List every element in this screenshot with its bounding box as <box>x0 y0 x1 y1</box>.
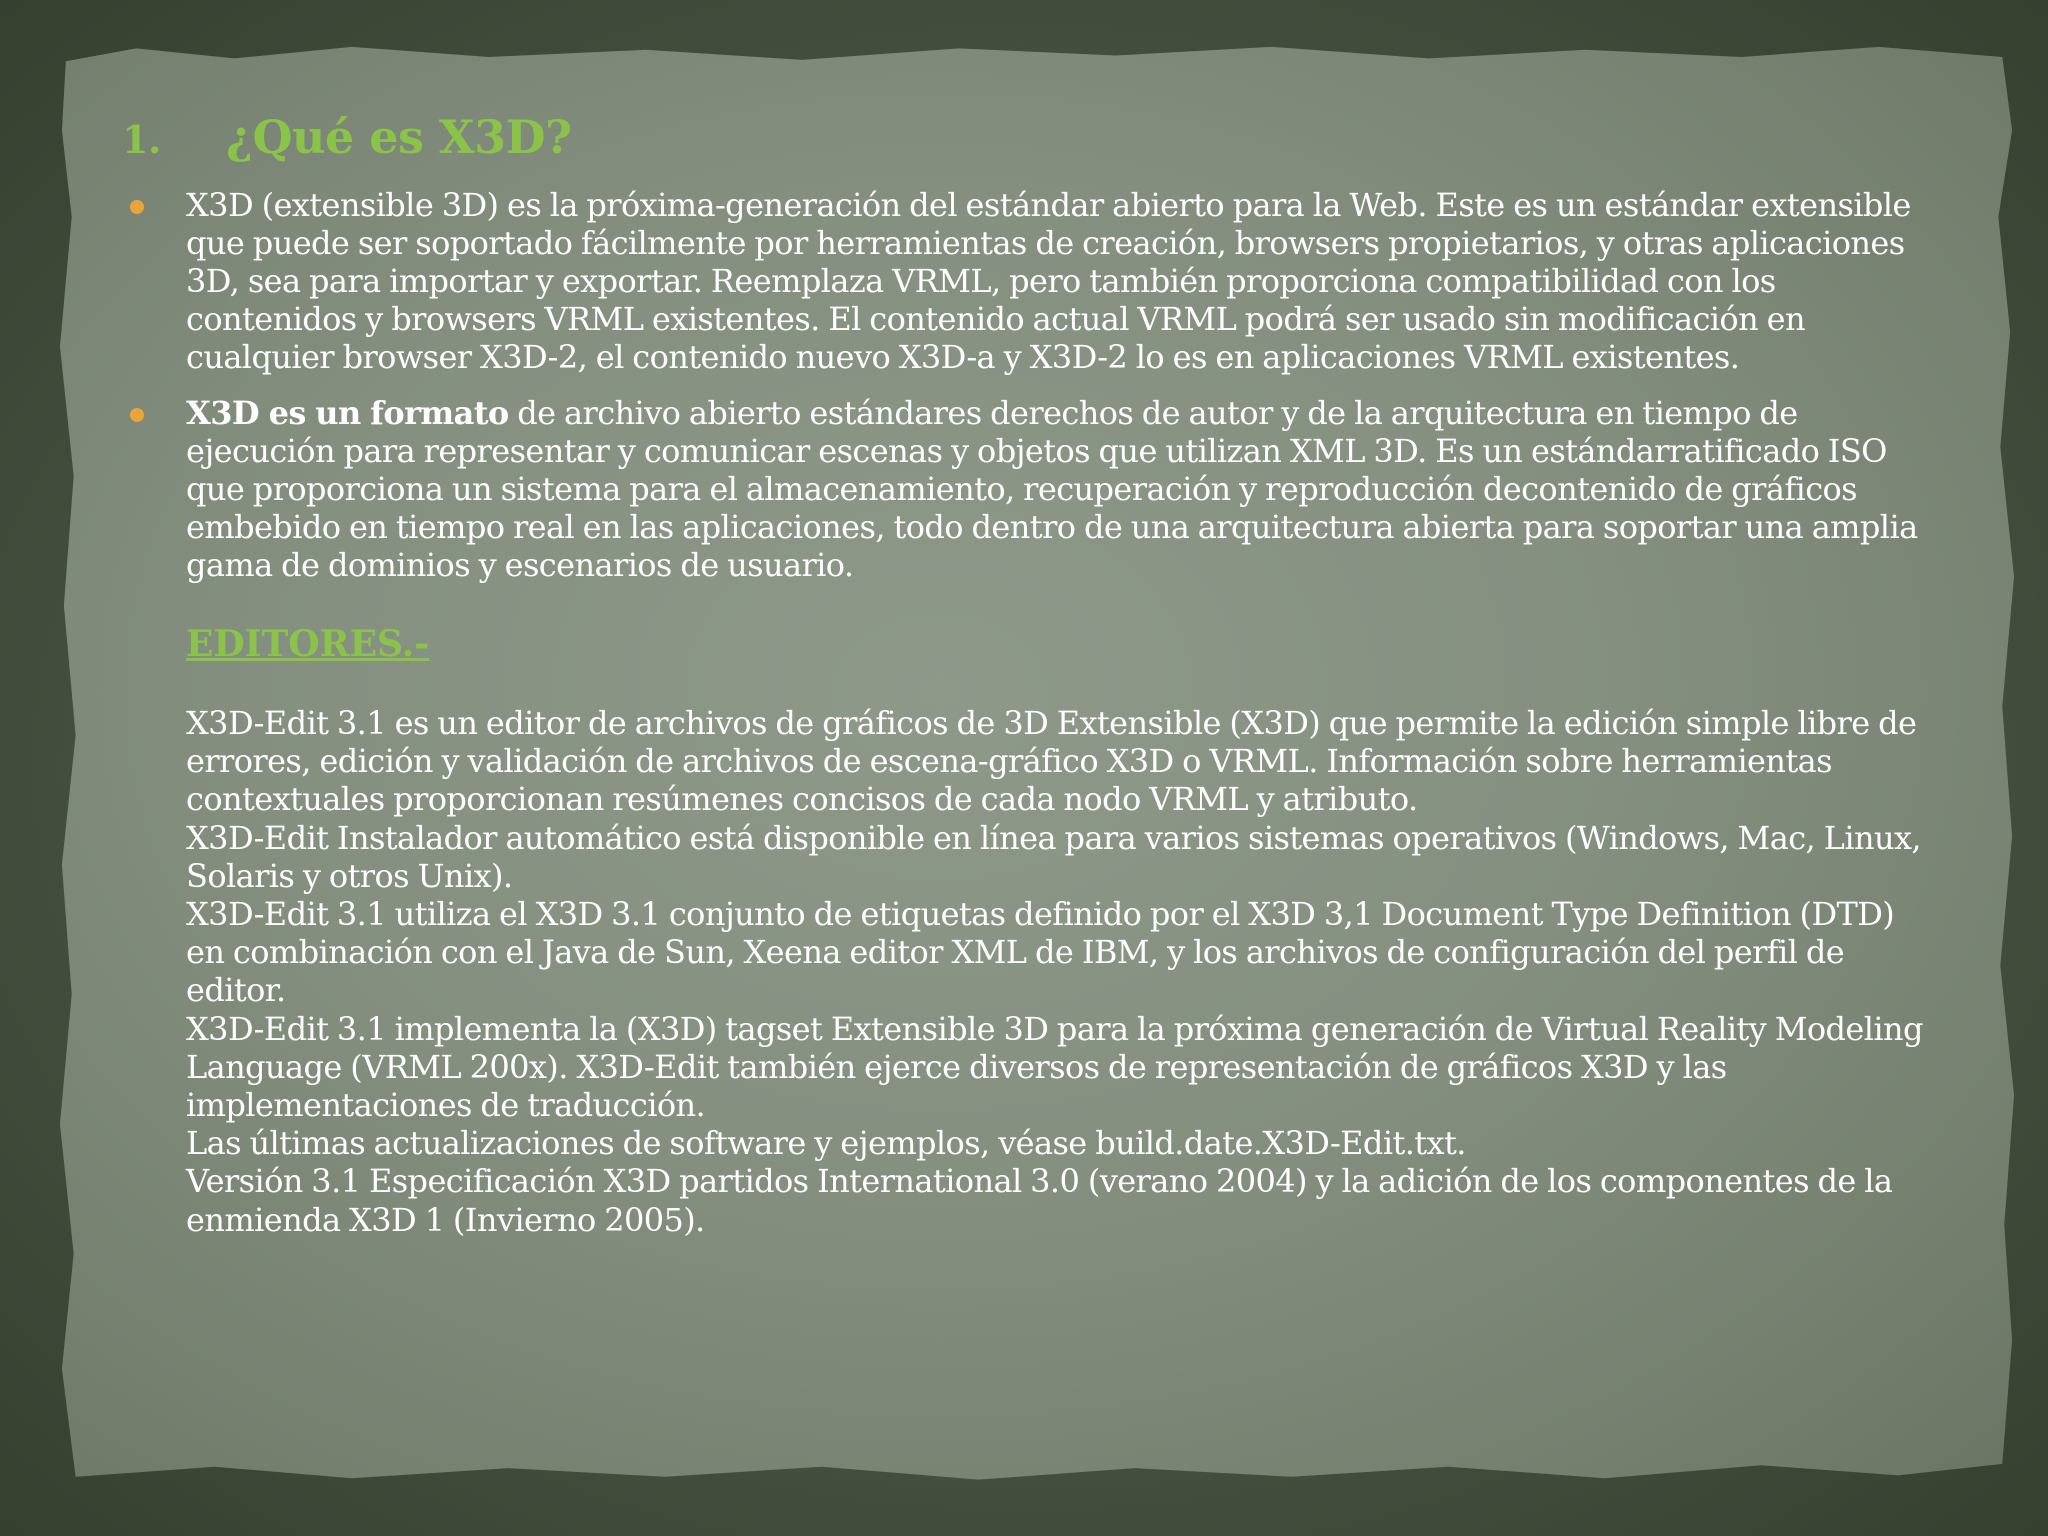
title-text: ¿Qué es X3D? <box>226 110 572 164</box>
bullet-bold-lead: X3D es un formato <box>186 394 509 432</box>
slide-title <box>122 110 571 164</box>
title-number: 1. <box>122 117 161 162</box>
bullet-list <box>130 186 1930 1257</box>
editors-line: X3D-Edit 3.1 es un editor de archivos de gráficos de 3D Extensible (X3D) que permite la edición simple libre de errores, edición y validación de archivos de escena-gráfico X3D o VRML. Información sobre herramientas contextuales proporcionan resúmenes concisos de cada nodo VRML y atributo. <box>186 704 1917 819</box>
editors-line: Las últimas actualizaciones de software y ejemplos, véase build.date.X3D-Edit.txt. <box>186 1124 1466 1163</box>
editors-line: X3D-Edit 3.1 utiliza el X3D 3.1 conjunto de etiquetas definido por el X3D 3,1 Document Type Definition (DTD) en combinación con el Java de Sun, Xeena editor XML de IBM, y los archivos de configuración del perfil de editor. <box>186 895 1895 1010</box>
bullet-paragraph <box>186 394 1930 584</box>
bullet-dot-icon <box>130 408 144 422</box>
bullet-item <box>130 394 1930 1239</box>
editors-heading: EDITORES.- <box>186 623 430 665</box>
bullet-text: de archivo abierto estándares derechos de autor y de la arquitectura en tiempo de ejecución para representar y comunicar escenas y objetos que utilizan XML 3D. Es un estándarratificado ISO que proporciona un sistema para el almacenamiento, recuperación y reproducción decontenido de gráficos embebido en tiempo real en las aplicaciones, todo dentro de una arquitectura abierta para soportar una amplia gama de dominios y escenarios de usuario. <box>186 394 1918 584</box>
bullet-dot-icon <box>130 200 144 214</box>
bullet-paragraph <box>186 186 1930 376</box>
bullet-text: X3D (extensible 3D) es la próxima-generación del estándar abierto para la Web. Este es un estándar extensible que puede ser soportado fácilmente por herramientas de creación, browsers propietarios, y otras aplicaciones 3D, sea para importar y exportar. Reemplaza VRML, pero también proporciona compatibilidad con los contenidos y browsers VRML existentes. El contenido actual VRML podrá ser usado sin modificación en cualquier browser X3D-2, el contenido nuevo X3D-a y X3D-2 lo es en aplicaciones VRML existentes. <box>186 186 1911 376</box>
bullet-item <box>130 186 1930 376</box>
editors-paragraph <box>186 704 1930 1239</box>
editors-line: Versión 3.1 Especificación X3D partidos International 3.0 (verano 2004) y la adición de los componentes de la enmienda X3D 1 (Invierno 2005). <box>186 1162 1893 1239</box>
editors-line: X3D-Edit Instalador automático está disponible en línea para varios sistemas operativos (Windows, Mac, Linux, Solaris y otros Unix). <box>186 818 1921 895</box>
editors-line: X3D-Edit 3.1 implementa la (X3D) tagset Extensible 3D para la próxima generación de Virtual Reality Modeling Language (VRML 200x). X3D-Edit también ejerce diversos de representación de gráficos X3D y las implementaciones de traducción. <box>186 1009 1923 1125</box>
